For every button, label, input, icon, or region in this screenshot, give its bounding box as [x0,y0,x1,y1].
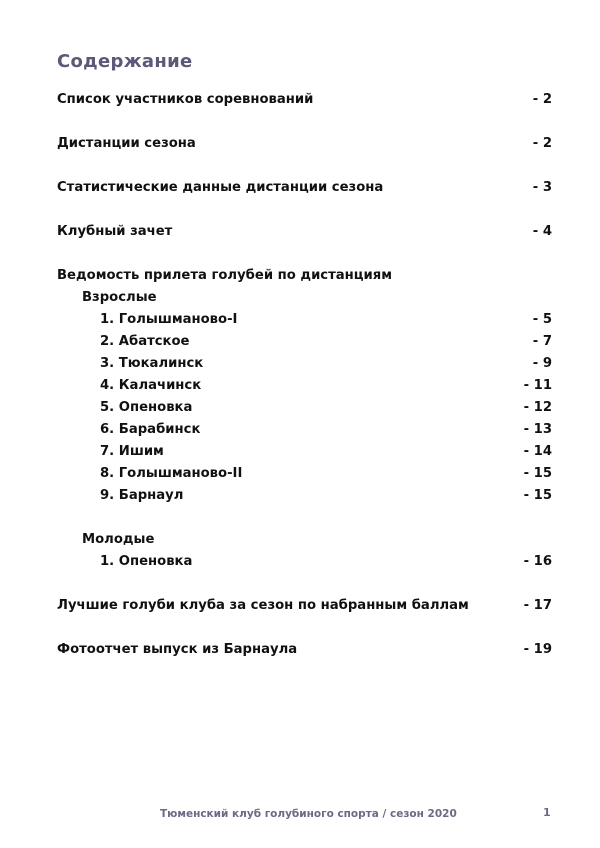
young-heading: Молодые [82,532,155,547]
toc-entry-label: Список участников соревнований [57,92,314,107]
flights-heading-label: Ведомость прилета голубей по дистанциям [57,268,393,283]
toc-entry-label: Клубный зачет [57,224,173,239]
toc-entry-label: Дистанции сезона [57,136,196,151]
toc-entry-label: Статистические данные дистанции сезона [57,180,384,195]
footer-text: Тюменский клуб голубиного спорта / сезон 2020 [160,808,457,820]
toc-entry-label: Фотоотчет выпуск из Барнаула [57,642,298,657]
toc-subentry-label: 5. Опеновка [100,400,193,415]
toc-entry-page: - 19 [523,642,552,657]
toc-entry-page: - 2 [532,136,552,151]
toc-subentry-label: 4. Калачинск [100,378,202,393]
toc-subentry-label: 9. Барнаул [100,488,184,503]
toc-entry-page: - 3 [532,180,552,195]
page-number: 1 [543,806,551,819]
toc-subentry-label: 3. Тюкалинск [100,356,204,371]
adults-heading: Взрослые [82,290,157,305]
toc-subentry-page: - 9 [532,356,552,371]
toc-subentry-label: 7. Ишим [100,444,164,459]
toc-entry-page: - 17 [523,598,552,613]
toc-subentry-label: 1. Опеновка [100,554,193,569]
toc-subentry-page: - 11 [523,378,552,393]
toc-subentry-page: - 12 [523,400,552,415]
toc-subentry-label: 6. Барабинск [100,422,201,437]
toc-subentry-page: - 13 [523,422,552,437]
toc-entry-page: - 2 [532,92,552,107]
toc-title: Содержание [57,51,193,72]
toc-subentry-page: - 5 [532,312,552,327]
toc-subentry-page: - 15 [523,466,552,481]
toc-entry-label: Лучшие голуби клуба за сезон по набранным баллам [57,598,469,613]
toc-subentry-page: - 15 [523,488,552,503]
toc-subentry-page: - 7 [532,334,552,349]
toc-entry-page: - 4 [532,224,552,239]
toc-subentry-label: 2. Абатское [100,334,190,349]
toc-subentry-page: - 14 [523,444,552,459]
toc-subentry-label: 8. Голышманово-II [100,466,243,481]
toc-subentry-label: 1. Голышманово-I [100,312,238,327]
toc-subentry-page: - 16 [523,554,552,569]
